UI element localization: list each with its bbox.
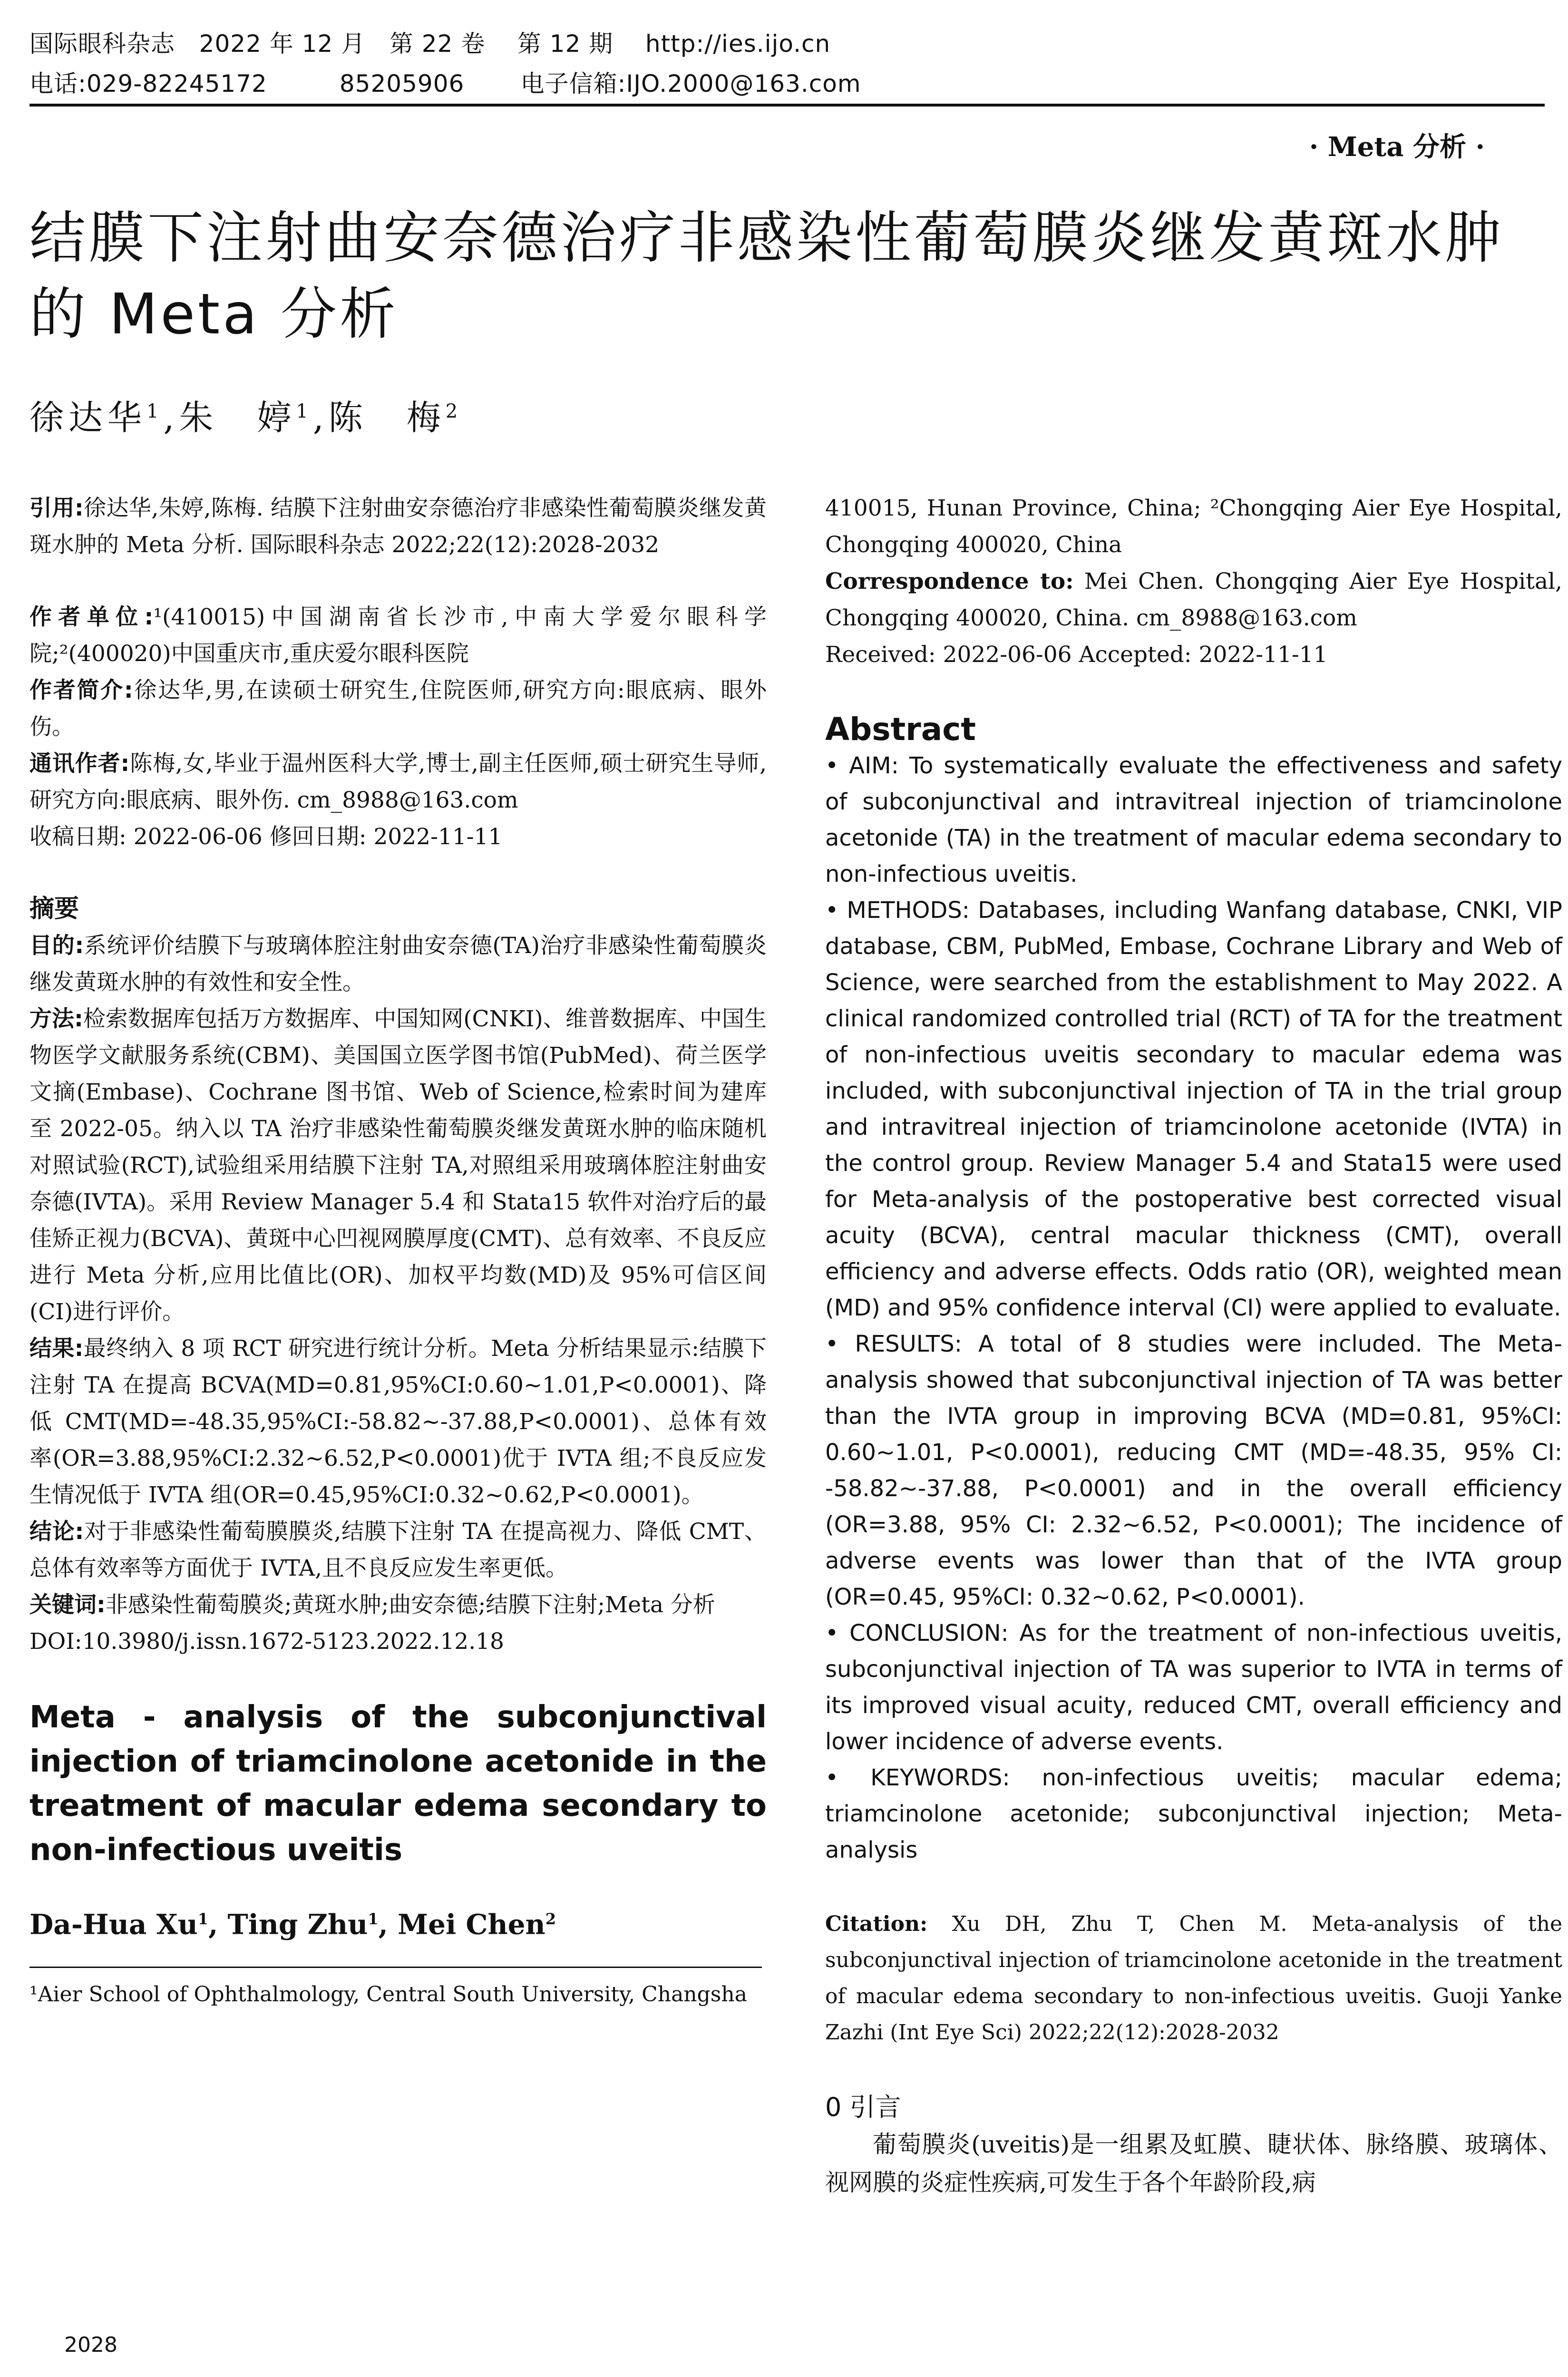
english-author-affiliation: 1 xyxy=(197,1910,209,1928)
footnote-rule xyxy=(29,1967,762,1968)
corresponding-author-label: 通讯作者: xyxy=(29,750,130,777)
intro-paragraph: 葡萄膜炎(uveitis)是一组累及虹膜、睫状体、脉络膜、玻璃体、视网膜的炎症性疾病,可发生于各个年龄阶段,病 xyxy=(825,2131,1562,2196)
author-name: 朱 婷 xyxy=(179,398,296,438)
author-affiliation: 2 xyxy=(445,400,463,422)
received-dates-cn: 收稿日期: 2022-06-06 修回日期: 2022-11-11 xyxy=(29,824,503,850)
affiliation-footnote: ¹Aier School of Ophthalmology, Central South University, Changsha xyxy=(29,1982,747,2007)
keywords-label: 关键词: xyxy=(29,1592,106,1618)
methods-text: 检索数据库包括万方数据库、中国知网(CNKI)、维普数据库、中国生物医学文献服务系统(CBM)、美国国立医学图书馆(PubMed)、荷兰医学文摘(Embase)、Cochrane 图书馆、Web of Science,检索时间为建库至 2022-05。纳入以 TA 治疗非感染性葡萄膜炎继发黄斑水肿的临床随机对照试验(RCT),试验组采用结膜下注射 TA,对照组采用玻璃体腔注射曲安奈德(IVTA)。采用 Review Manager 5.4 和 Stata15 软件对治疗后的最佳矫正视力(BCVA)、黄斑中心凹视网膜厚度(CMT)、总有效率、不良反应进行 Meta 分析,应用比值比(OR)、加权平均数(MD)及 95%可信区间(CI)进行评价。 xyxy=(29,1006,767,1325)
author-unit xyxy=(29,599,767,672)
results-cn xyxy=(29,1330,767,1513)
aim-en: • AIM: To systematically evaluate the effectiveness and safety of subconjunctival and intravitreal injection of triamcinolone acetonide (TA) in the treatment of macular edema secondary to non-infectious uveitis. xyxy=(825,752,1562,887)
author-list: 徐达华$^1$,朱 婷$^1$,陈 梅$^2$ xyxy=(29,398,463,438)
results-en: • RESULTS: A total of 8 studies were included. The Meta-analysis showed that subconjunctival injection of TA was better than the IVTA group in improving BCVA (MD=0.81, 95%CI: 0.60~1.01, P<0.0001), reducing CMT (MD=-48.35, 95% CI: -58.82~-37.88, P<0.0001) and in the overall efficiency (OR=3.88, 95% CI: 2.32~6.52, P<0.0001); The incidence of adverse events was lower than that of the IVTA group (OR=0.45, 95%CI: 0.32~0.62, P<0.0001). xyxy=(825,1331,1562,1610)
citation-label: 引用: xyxy=(29,495,84,521)
correspondence-text: Mei Chen. Chongqing Aier Eye Hospital, Chongqing 400020, China. cm_8988@163.com xyxy=(825,568,1562,631)
conclusion-label: 结论: xyxy=(29,1519,84,1545)
received-dates-en: Received: 2022-06-06 Accepted: 2022-11-11 xyxy=(825,642,1328,668)
aim-text: 系统评价结膜下与玻璃体腔注射曲安奈德(TA)治疗非感染性葡萄膜炎继发黄斑水肿的有效性和安全性。 xyxy=(29,933,767,995)
doi: DOI:10.3980/j.issn.1672-5123.2022.12.18 xyxy=(29,1628,504,1655)
author-bio xyxy=(29,672,767,745)
left-column xyxy=(29,490,767,2012)
author-bio-label: 作者简介: xyxy=(29,677,133,703)
page-number: 2028 xyxy=(64,2333,117,2357)
conclusion-en: • CONCLUSION: As for the treatment of non-infectious uveitis, subconjunctival injection of TA was superior to IVTA in terms of its improved visual acuity, reduced CMT, overall efficiency and lower incidence of adverse events. xyxy=(825,1620,1562,1755)
correspondence-en xyxy=(825,563,1562,636)
abstract-heading-en: Abstract xyxy=(825,711,976,748)
author-unit-label: 作者单位: xyxy=(29,604,154,630)
paper-title: 结膜下注射曲安奈德治疗非感染性葡萄膜炎继发黄斑水肿的 Meta 分析 xyxy=(29,205,1504,347)
english-author-name: Mei Chen xyxy=(397,1908,545,1941)
journal-contact-line: 电话:029-82245172 85205906 电子信箱:IJO.2000@163.com xyxy=(29,70,861,97)
conclusion-cn xyxy=(29,1513,767,1587)
author-name: 陈 梅 xyxy=(328,398,446,438)
corresponding-author xyxy=(29,745,767,818)
header-rule xyxy=(29,104,1545,107)
results-label: 结果: xyxy=(29,1335,84,1362)
author-affiliation: 1 xyxy=(146,400,164,422)
correspondence-label: Correspondence to: xyxy=(825,568,1074,594)
english-author-affiliation: 2 xyxy=(545,1910,556,1928)
keywords-cn xyxy=(29,1587,767,1623)
citation-text: 徐达华,朱婷,陈梅. 结膜下注射曲安奈德治疗非感染性葡萄膜炎继发黄斑水肿的 Meta 分析. 国际眼科杂志 2022;22(12):2028-2032 xyxy=(29,495,767,558)
author-affiliation: 1 xyxy=(296,400,313,422)
author-name: 徐达华 xyxy=(29,398,147,438)
aim-label: 目的: xyxy=(29,933,84,959)
methods-label: 方法: xyxy=(29,1006,83,1032)
column-label: · Meta 分析 · xyxy=(1309,131,1485,163)
intro-heading: 0 引言 xyxy=(825,2092,901,2122)
methods-en: • METHODS: Databases, including Wanfang database, CNKI, VIP database, CBM, PubMed, Embase, Cochrane Library and Web of Science, were searched from the establishment to May 2022. A clinical randomized controlled trial (RCT) of TA for the treatment of non-infectious uveitis secondary to macular edema was included, with subconjunctival injection of TA in the trial group and intravitreal injection of triamcinolone acetonide (IVTA) in the control group. Review Manager 5.4 and Stata15 were used for Meta-analysis of the postoperative best corrected visual acuity (BCVA), central macular thickness (CMT), overall efficiency and adverse effects. Odds ratio (OR), weighted mean (MD) and 95% confidence interval (CI) were applied to evaluate. xyxy=(825,897,1562,1321)
author-bio-text: 徐达华,男,在读硕士研究生,住院医师,研究方向:眼底病、眼外伤。 xyxy=(29,677,767,740)
english-author-list: Da-Hua Xu$^1$, Ting Zhu$^1$, Mei Chen$^2$ xyxy=(29,1908,556,1941)
keywords-en: • KEYWORDS: non-infectious uveitis; macular edema; triamcinolone acetonide; subconjunctival injection; Meta-analysis xyxy=(825,1764,1562,1863)
keywords-text: 非感染性葡萄膜炎;黄斑水肿;曲安奈德;结膜下注射;Meta 分析 xyxy=(105,1592,715,1618)
right-column xyxy=(825,490,1562,2202)
corresponding-author-text: 陈梅,女,毕业于温州医科大学,博士,副主任医师,硕士研究生导师,研究方向:眼底病、眼外伤. cm_8988@163.com xyxy=(29,750,767,813)
conclusion-text: 对于非感染性葡萄膜膜炎,结膜下注射 TA 在提高视力、降低 CMT、总体有效率等方面优于 IVTA,且不良反应发生率更低。 xyxy=(29,1519,767,1581)
aim-cn xyxy=(29,927,767,1001)
affiliation-continued: 410015, Hunan Province, China; ²Chongqing Aier Eye Hospital, Chongqing 400020, China xyxy=(825,495,1562,558)
citation-en-label: Citation: xyxy=(825,1912,928,1936)
methods-cn xyxy=(29,1001,767,1330)
english-author-affiliation: 1 xyxy=(368,1910,379,1928)
citation-en-text: Xu DH, Zhu T, Chen M. Meta-analysis of the subconjunctival injection of triamcinolone acetonide in the treatment of macular edema secondary to non-infectious uveitis. Guoji Yanke Zazhi (Int Eye Sci) 2022;22(12):2028-2032 xyxy=(825,1912,1562,2045)
english-author-name: Da-Hua Xu xyxy=(29,1908,198,1941)
citation-cn xyxy=(29,490,767,563)
journal-header-line: 国际眼科杂志 2022 年 12 月 第 22 卷 第 12 期 http://ies.ijo.cn xyxy=(29,30,831,58)
english-author-name: Ting Zhu xyxy=(227,1908,368,1941)
abstract-heading-cn: 摘要 xyxy=(29,895,79,923)
english-title: Meta - analysis of the subconjunctival injection of triamcinolone acetonide in the treatment of macular edema secondary to non-infectious uveitis xyxy=(29,1700,767,1868)
results-text: 最终纳入 8 项 RCT 研究进行统计分析。Meta 分析结果显示:结膜下注射 TA 在提高 BCVA(MD=0.81,95%CI:0.60~1.01,P<0.0001)、降低 CMT(MD=-48.35,95%CI:-58.82~-37.88,P<0.0001)、总体有效率(OR=3.88,95%CI:2.32~6.52,P<0.0001)优于 IVTA 组;不良反应发生情况低于 IVTA 组(OR=0.45,95%CI:0.32~0.62,P<0.0001)。 xyxy=(29,1335,767,1508)
author-unit-text: ¹(410015)中国湖南省长沙市,中南大学爱尔眼科学院;²(400020)中国重庆市,重庆爱尔眼科医院 xyxy=(29,604,767,667)
citation-en xyxy=(825,1906,1562,2051)
